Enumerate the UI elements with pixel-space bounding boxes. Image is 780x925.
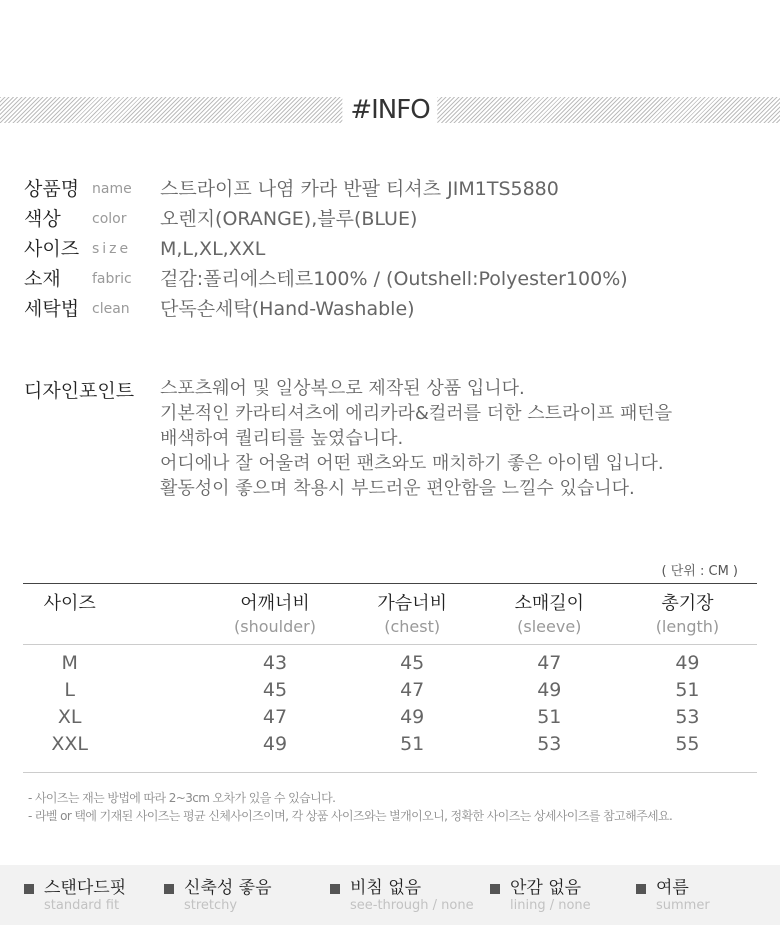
feature-bar xyxy=(0,865,780,925)
square-bullet-icon xyxy=(164,884,174,894)
table-cell: 49 xyxy=(537,679,562,701)
design-line: 어디에나 잘 어울려 어떤 팬츠와도 매치하기 좋은 아이템 입니다. xyxy=(160,453,664,474)
table-cell: 47 xyxy=(262,706,288,728)
feature-label: 여름 xyxy=(656,878,689,898)
info-value: M,L,XL,XXL xyxy=(160,238,266,260)
table-cell: XL xyxy=(57,706,82,728)
note-line: - 라벨 or 택에 기재된 사이즈는 평균 신체사이즈이며, 각 상품 사이즈와는 별개이오니, 정확한 사이즈는 상세사이즈를 참고해주세요. xyxy=(28,809,673,823)
info-sublabel: color xyxy=(92,211,127,227)
note-line: - 사이즈는 재는 방법에 따라 2~3cm 오차가 있을 수 있습니다. xyxy=(28,791,336,805)
design-point-label: 디자인포인트 xyxy=(24,380,135,402)
info-sublabel: fabric xyxy=(92,271,132,287)
table-row xyxy=(23,645,757,678)
table-cell: XXL xyxy=(51,733,88,755)
feature-label: 신축성 좋음 xyxy=(184,878,272,898)
feature-label: 안감 없음 xyxy=(510,878,582,898)
square-bullet-icon xyxy=(636,884,646,894)
info-sublabel: clean xyxy=(92,301,130,317)
table-cell: L xyxy=(64,679,75,701)
size-table-header-row xyxy=(23,584,757,645)
table-row xyxy=(23,677,757,704)
table-row xyxy=(23,731,757,773)
design-line: 활동성이 좋으며 착용시 부드러운 편안함을 느낄수 있습니다. xyxy=(160,478,635,499)
feature-sublabel: lining / none xyxy=(510,898,591,913)
feature-sublabel: standard fit xyxy=(44,898,120,913)
feature-sublabel: stretchy xyxy=(184,898,238,913)
info-value: 겉감:폴리에스테르100% / (Outshell:Polyester100%) xyxy=(160,268,628,290)
table-cell: M xyxy=(61,652,78,674)
design-line: 배색하여 퀄리티를 높였습니다. xyxy=(160,428,404,449)
table-cell: 53 xyxy=(675,706,700,728)
header-length: 총기장 (length) xyxy=(655,593,720,636)
info-label: 소재 xyxy=(24,268,61,290)
table-cell: 45 xyxy=(400,652,425,674)
table-cell: 49 xyxy=(262,733,288,755)
table-cell: 51 xyxy=(400,733,425,755)
size-notes xyxy=(28,789,672,825)
table-cell: 47 xyxy=(537,652,562,674)
table-cell: 53 xyxy=(537,733,562,755)
header-sleeve: 소매길이 (sleeve) xyxy=(514,593,585,636)
table-cell: 45 xyxy=(262,679,288,701)
info-label: 상품명 xyxy=(24,178,80,200)
table-cell: 55 xyxy=(675,733,700,755)
info-header-band xyxy=(0,97,780,123)
header-size: 사이즈 xyxy=(43,593,96,614)
table-cell: 51 xyxy=(675,679,700,701)
info-label: 세탁법 xyxy=(24,298,80,320)
info-title: #INFO xyxy=(342,97,437,123)
size-table xyxy=(23,583,757,773)
info-label: 사이즈 xyxy=(24,238,80,260)
design-point-text xyxy=(160,376,672,501)
design-line: 기본적인 카라티셔츠에 에리카라&컬러를 더한 스트라이프 패턴을 xyxy=(160,403,673,424)
unit-label: ( 단위 : CM ) xyxy=(661,564,738,579)
table-cell: 43 xyxy=(262,652,288,674)
table-cell: 49 xyxy=(675,652,700,674)
square-bullet-icon xyxy=(330,884,340,894)
table-cell: 49 xyxy=(400,706,425,728)
info-label: 색상 xyxy=(24,208,61,230)
info-sublabel: size xyxy=(92,241,132,257)
feature-label: 스탠다드핏 xyxy=(44,878,127,898)
info-sublabel: name xyxy=(92,181,132,197)
info-value: 단독손세탁(Hand-Washable) xyxy=(160,298,415,320)
table-cell: 51 xyxy=(537,706,562,728)
feature-sublabel: summer xyxy=(656,898,710,913)
table-cell: 47 xyxy=(400,679,425,701)
header-chest: 가슴너비 (chest) xyxy=(377,593,447,636)
square-bullet-icon xyxy=(490,884,500,894)
feature-sublabel: see-through / none xyxy=(350,898,474,913)
table-row xyxy=(23,704,757,731)
design-line: 스포츠웨어 및 일상복으로 제작된 상품 입니다. xyxy=(160,378,525,399)
square-bullet-icon xyxy=(24,884,34,894)
header-shoulder: 어깨너비 (shoulder) xyxy=(234,593,316,636)
info-value: 스트라이프 나염 카라 반팔 티셔츠 JIM1TS5880 xyxy=(160,178,559,200)
feature-label: 비침 없음 xyxy=(350,878,422,898)
info-value: 오렌지(ORANGE),블루(BLUE) xyxy=(160,208,418,230)
